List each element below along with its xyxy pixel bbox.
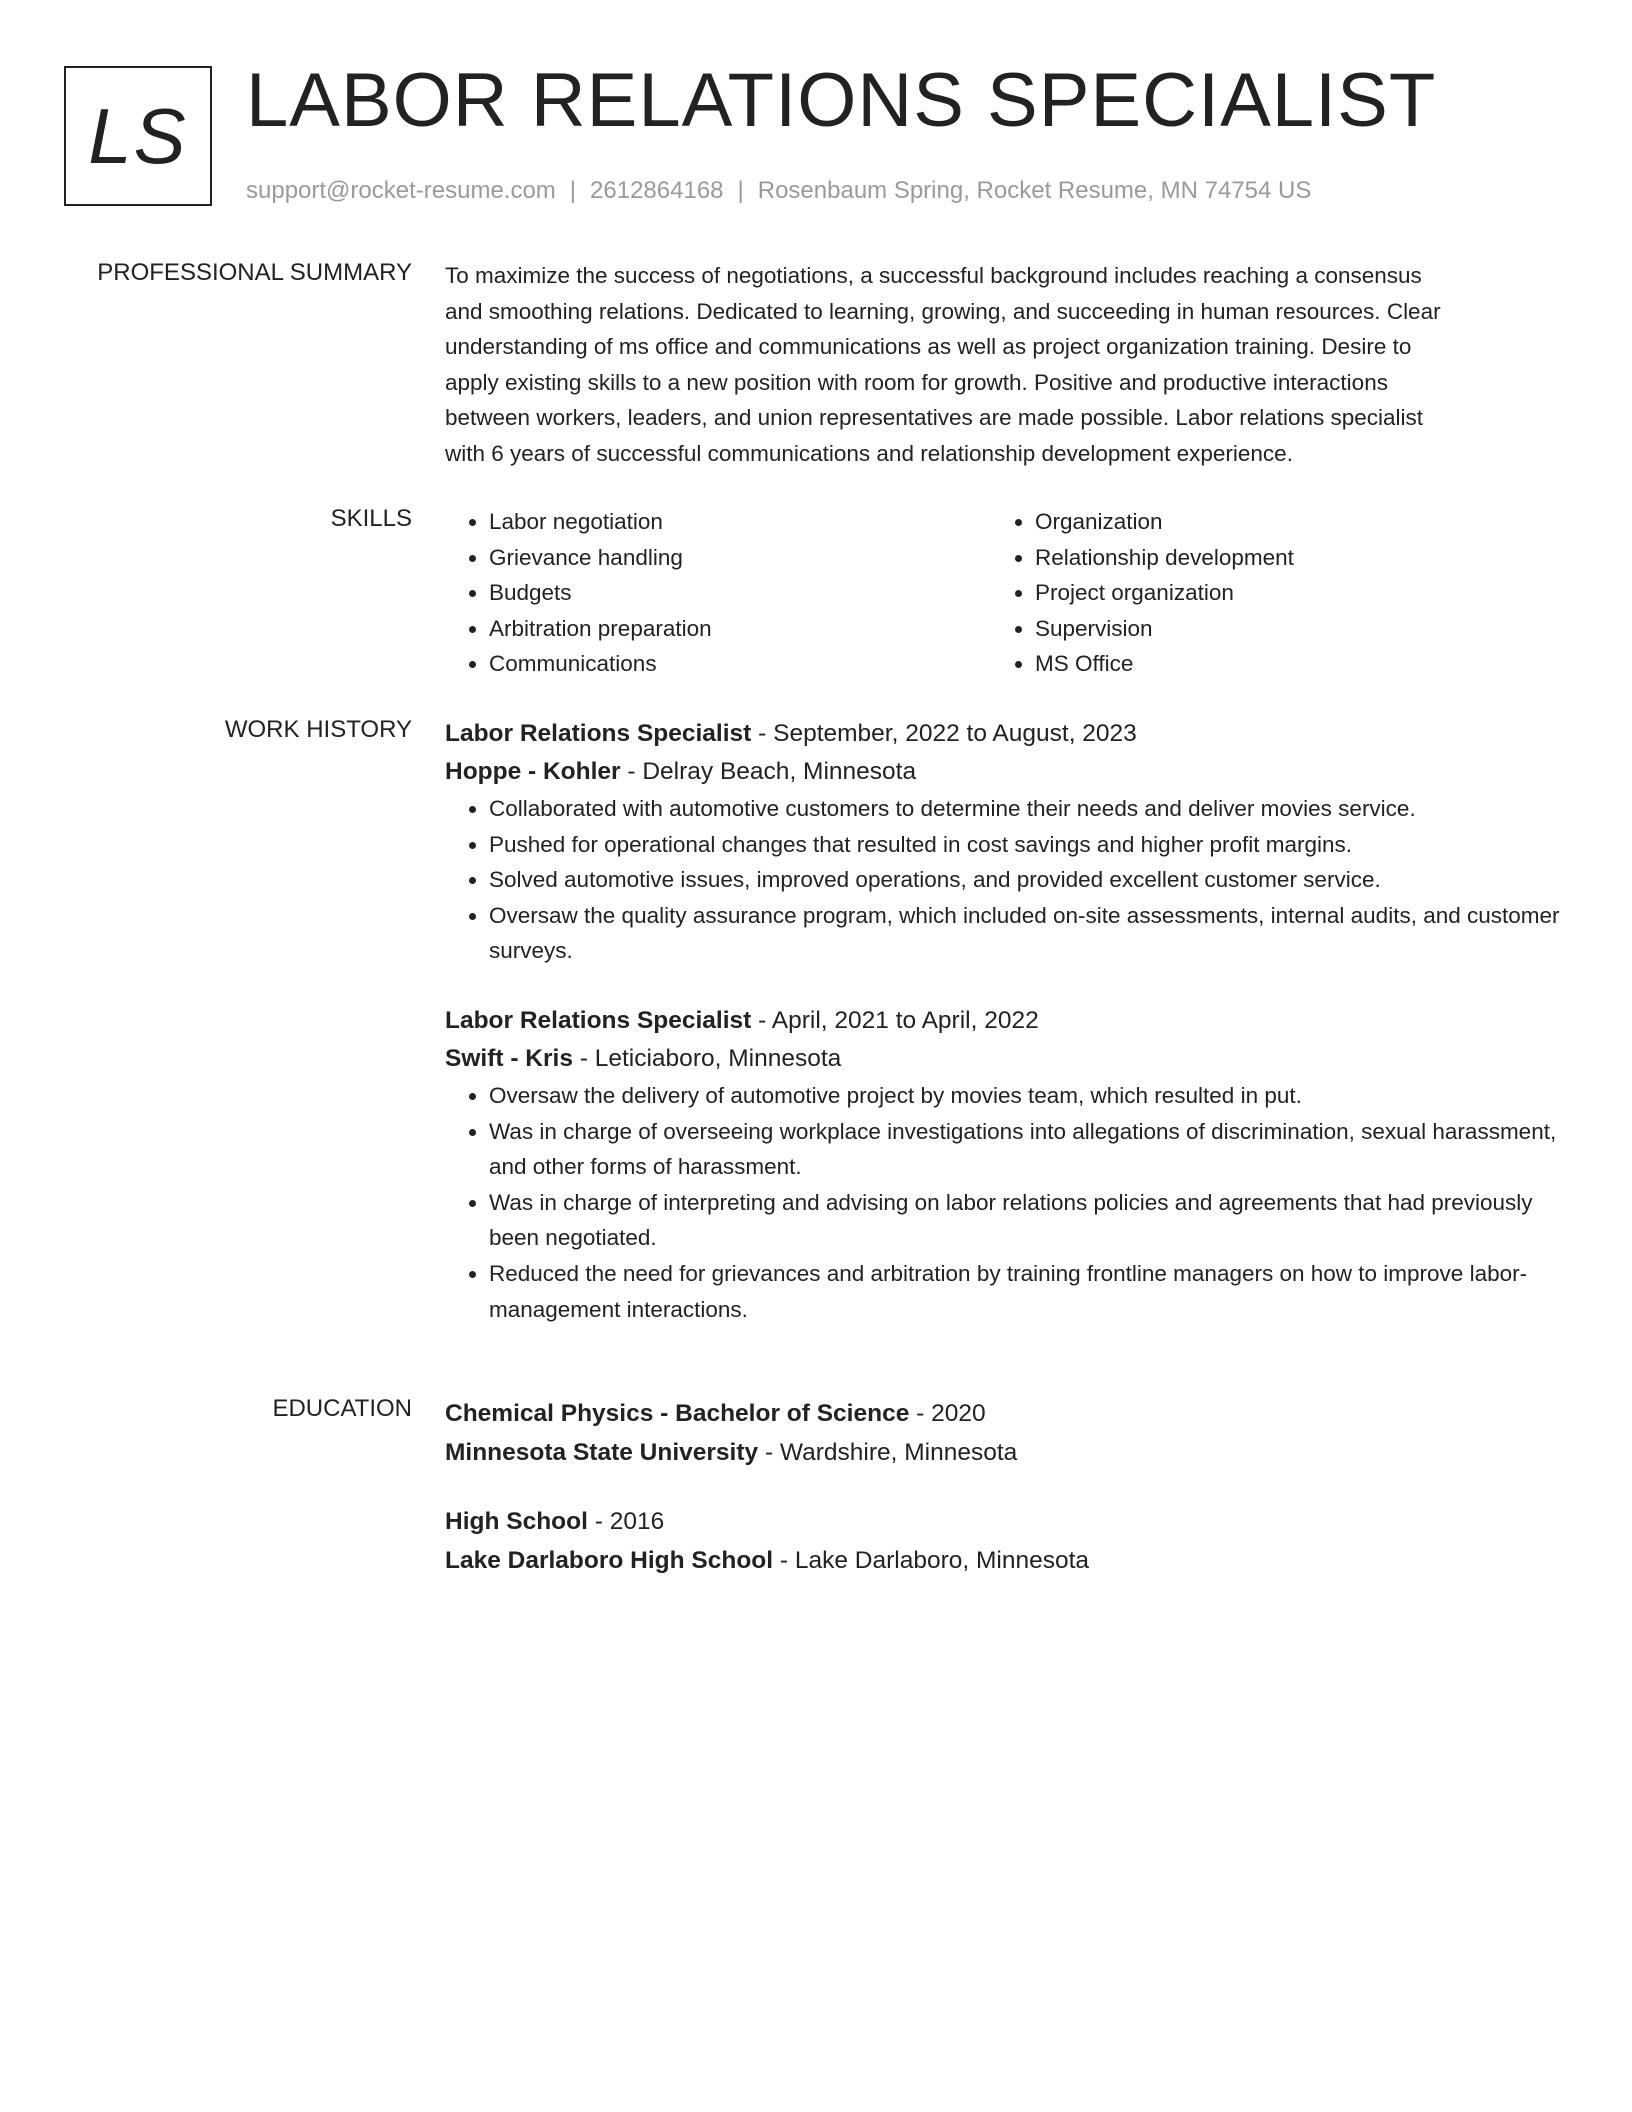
contact-line [246, 176, 1311, 206]
job-title: Labor Relations Specialist [445, 1006, 752, 1034]
skill-item: • Labor negotiation [489, 504, 991, 540]
skill-item: • Arbitration preparation [489, 611, 991, 647]
skill-item: • Grievance handling [489, 540, 991, 576]
job-entry [445, 1002, 1560, 1327]
job-title-line [445, 715, 1560, 753]
education-location: - Lake Darlaboro, Minnesota [773, 1547, 1090, 1574]
education-year: - 2016 [587, 1508, 665, 1535]
resume-title: LABOR RELATIONS SPECIALIST [246, 58, 1437, 143]
job-company-line [445, 1040, 1560, 1078]
education-location: - Wardshire, Minnesota [758, 1439, 1018, 1466]
skill-item: • MS Office [1035, 646, 1537, 682]
job-location: - Leticiaboro, Minnesota [572, 1044, 842, 1072]
section-label-education: EDUCATION [272, 1395, 412, 1422]
education-entry [445, 1502, 1560, 1580]
section-label-skills: SKILLS [330, 505, 412, 532]
contact-address: Rosenbaum Spring, Rocket Resume, MN 74754 US [757, 177, 1312, 204]
education-school: Minnesota State University [445, 1439, 759, 1466]
summary-line: understanding of ms office and communications as well as project organization training. Desire to [445, 334, 1412, 360]
education-school-line [445, 1433, 1560, 1472]
summary-line: and smoothing relations. Dedicated to learning, growing, and succeeding in human resources. Clear [445, 298, 1441, 324]
job-bullet: • Oversaw the delivery of automotive project by movies team, which resulted in put. [489, 1078, 1560, 1114]
summary-line: between workers, leaders, and union representatives are made possible. Labor relations specialist [445, 405, 1424, 431]
skill-item: • Supervision [1035, 611, 1537, 647]
summary-line: with 6 years of successful communications and relationship development experience. [445, 440, 1293, 466]
job-company: Hoppe - Kohler [445, 758, 621, 785]
job-bullet: • Collaborated with automotive customers to determine their needs and deliver movies service. [489, 791, 1560, 827]
summary-line: To maximize the success of negotiations, a successful background includes reaching a consensus [445, 263, 1422, 288]
education-body [445, 1394, 1560, 1580]
section-label-work-history: WORK HISTORY [224, 716, 412, 743]
contact-phone: 2612864168 [590, 177, 724, 204]
contact-separator: | [737, 177, 744, 204]
job-dates: - September, 2022 to August, 2023 [751, 720, 1137, 747]
summary-line: apply existing skills to a new position with room for growth. Positive and productive interactions [445, 369, 1388, 395]
skills-column-left [445, 504, 991, 682]
summary-body [445, 258, 1560, 472]
skill-item: • Communications [489, 646, 991, 682]
job-bullet: • Reduced the need for grievances and arbitration by training frontline managers on how to improve labor-management interactions. [489, 1256, 1560, 1327]
skill-item: • Relationship development [1035, 540, 1537, 576]
skill-item: • Budgets [489, 575, 991, 611]
education-degree-line [445, 1394, 1560, 1433]
skills-column-right [991, 504, 1537, 682]
contact-email: support@rocket-resume.com [246, 177, 556, 204]
job-bullet: • Was in charge of interpreting and advising on labor relations policies and agreements that had previously been negotiated. [489, 1185, 1560, 1256]
education-school: Lake Darlaboro High School [445, 1547, 774, 1574]
skills-body [445, 504, 1560, 682]
job-bullet: • Was in charge of overseeing workplace investigations into allegations of discrimination, sexual harassment, and other forms of harassment. [489, 1114, 1560, 1185]
education-entry [445, 1394, 1560, 1472]
job-bullet: • Solved automotive issues, improved operations, and provided excellent customer service. [489, 862, 1560, 898]
job-company: Swift - Kris [445, 1044, 573, 1072]
education-degree: Chemical Physics - Bachelor of Science [445, 1400, 910, 1427]
summary-text [445, 258, 1560, 472]
section-label-summary: PROFESSIONAL SUMMARY [97, 259, 412, 286]
job-location: - Delray Beach, Minnesota [620, 758, 917, 785]
job-dates: - April, 2021 to April, 2022 [751, 1006, 1039, 1034]
job-bullet: • Oversaw the quality assurance program, which included on-site assessments, internal audits, and customer surveys. [489, 898, 1560, 969]
education-year: - 2020 [909, 1400, 986, 1427]
education-degree-line [445, 1502, 1560, 1541]
education-degree: High School [445, 1508, 588, 1535]
job-entry [445, 715, 1560, 969]
skill-item: • Project organization [1035, 575, 1537, 611]
job-company-line [445, 753, 1560, 791]
job-bullet: • Pushed for operational changes that resulted in cost savings and higher profit margins. [489, 827, 1560, 863]
job-title: Labor Relations Specialist [445, 720, 752, 747]
contact-separator: | [569, 177, 577, 204]
skill-item: • Organization [1035, 504, 1537, 540]
work-history-body [445, 715, 1560, 1327]
education-school-line [445, 1541, 1560, 1580]
job-title-line [445, 1002, 1560, 1040]
monogram: LS [64, 66, 212, 206]
